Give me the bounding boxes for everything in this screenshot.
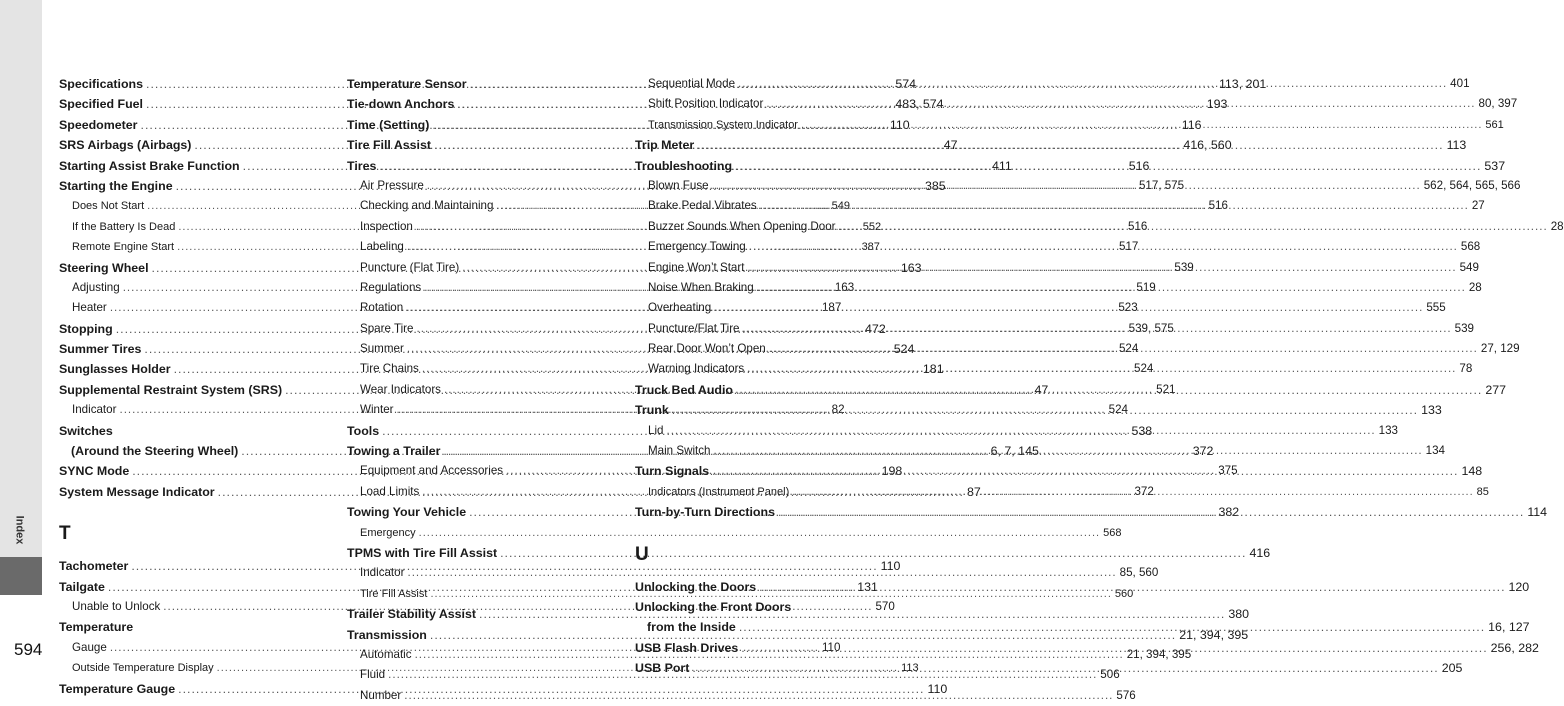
index-page-refs: 198 <box>881 464 903 479</box>
index-term: Tires <box>347 158 377 173</box>
dot-leader <box>741 638 1487 658</box>
index-page-refs: 277 <box>1485 382 1507 397</box>
index-term: Temperature Gauge <box>59 681 176 696</box>
index-term: Trip Meter <box>635 138 695 153</box>
index-page-refs: 552 <box>862 220 882 233</box>
dot-leader <box>712 461 1458 481</box>
index-term: Wear Indicators <box>360 382 441 396</box>
index-page-refs: 82 <box>831 403 845 417</box>
dot-leader <box>404 686 1113 706</box>
index-page-refs: 21, 394, 395 <box>1126 647 1192 661</box>
index-page-refs: 131 <box>857 579 878 594</box>
index-term: System Message Indicator <box>59 484 215 499</box>
index-page-refs: 568 <box>1460 240 1481 254</box>
index-term: Troubleshooting <box>635 158 733 173</box>
dot-leader <box>739 617 1485 637</box>
index-term: Tools <box>347 423 380 438</box>
index-term: Temperature <box>59 620 134 635</box>
index-term: Starting the Engine <box>59 178 173 193</box>
index-term: SYNC Mode <box>59 464 130 479</box>
index-page-refs: 516 <box>1208 199 1228 213</box>
index-term: Warning Indicators <box>648 362 745 376</box>
index-page-refs: 133 <box>1378 423 1398 437</box>
index-page-refs: 524 <box>1108 403 1128 417</box>
index-term: Engine Won’t Start <box>648 260 745 274</box>
section-tab-marker <box>0 557 42 595</box>
index-term: Time (Setting) <box>347 117 430 132</box>
index-term: Overheating <box>648 301 712 315</box>
index-term: Unlocking the Front Doors <box>635 599 792 614</box>
index-term: (Around the Steering Wheel) <box>71 444 239 459</box>
index-page-refs: 28 <box>1468 280 1482 294</box>
index-page-refs: 120 <box>1508 579 1530 594</box>
index-entry <box>347 543 1271 563</box>
index-page-refs: 113 <box>901 662 919 675</box>
index-letter-heading: T <box>59 523 71 545</box>
index-page-refs: 87 <box>966 484 981 499</box>
index-page-refs: 524 <box>893 342 915 357</box>
index-term: Speedometer <box>59 117 138 132</box>
index-page-refs: 116 <box>1181 117 1202 132</box>
index-page-refs: 372 <box>1192 444 1214 459</box>
index-page-refs: 523 <box>1118 301 1138 315</box>
index-term: Spare Tire <box>360 321 414 335</box>
index-term: Summer <box>360 342 404 356</box>
index-term: Equipment and Accessories <box>360 464 504 478</box>
index-page-refs: 570 <box>875 599 895 613</box>
index-page-refs: 80, 397 <box>1478 97 1518 111</box>
index-page-refs: 472 <box>865 321 886 336</box>
index-term: Emergency <box>360 526 416 539</box>
index-term: Summer Tires <box>59 342 142 357</box>
index-term: Brake Pedal Vibrates <box>648 199 757 213</box>
index-page-refs: 519 <box>1136 280 1156 294</box>
index-page-refs: 372 <box>1134 484 1154 498</box>
index-term: Winter <box>360 403 394 417</box>
index-term: Tire Fill Assist <box>360 587 428 600</box>
index-term: Indicator <box>72 403 117 417</box>
index-page-refs: 187 <box>821 301 842 315</box>
index-term: Shift Position Indicator <box>648 97 764 111</box>
index-page-refs: 416, 560 <box>1183 138 1232 153</box>
index-term: Sunglasses Holder <box>59 362 171 377</box>
index-term: Tire Fill Assist <box>347 138 432 153</box>
index-subentry <box>347 523 1122 543</box>
dot-leader <box>749 237 1458 257</box>
dot-leader <box>666 421 1375 441</box>
index-page-refs: 28 <box>1550 219 1564 233</box>
index-term: Trunk <box>635 403 669 418</box>
dot-leader <box>760 196 1469 216</box>
index-term: Steering Wheel <box>59 260 149 275</box>
index-term: Switches <box>59 423 113 438</box>
index-term: USB Port <box>635 661 690 676</box>
index-page-refs: 549 <box>831 200 850 213</box>
index-term: Tire Chains <box>360 362 419 376</box>
dot-leader <box>747 359 1456 379</box>
dot-leader <box>735 156 1481 176</box>
dot-leader <box>769 339 1478 359</box>
index-term: Puncture/Flat Tire <box>648 321 740 335</box>
index-page-refs: 133 <box>1421 403 1442 418</box>
dot-leader <box>672 400 1418 420</box>
index-page-refs: 576 <box>1116 688 1136 702</box>
dot-leader <box>757 278 1466 298</box>
index-page-refs: 387 <box>861 241 880 254</box>
index-term: Fluid <box>360 668 386 682</box>
index-page-refs: 483, 574 <box>895 97 944 112</box>
index-page-refs: 27 <box>1471 199 1485 213</box>
index-term: TPMS with Tire Fill Assist <box>347 545 498 560</box>
index-page-refs: 416 <box>1249 545 1271 560</box>
index-term: If the Battery Is Dead <box>72 220 176 233</box>
index-page-refs: 193 <box>1206 97 1228 112</box>
index-entry <box>59 617 327 637</box>
index-term: Blown Fuse <box>648 178 709 192</box>
index-page-refs: 539, 575 <box>1128 321 1174 335</box>
index-page-refs: 562, 564, 565, 566 <box>1423 178 1521 192</box>
index-page-refs: 380 <box>1228 607 1250 622</box>
index-page-refs: 385 <box>924 178 946 193</box>
dot-leader <box>736 380 1482 400</box>
dot-leader <box>759 577 1505 597</box>
index-term: Tachometer <box>59 559 129 574</box>
index-page-refs: 85 <box>1476 485 1489 498</box>
index-page-refs: 521 <box>1156 382 1176 396</box>
index-term: Inspection <box>360 219 413 233</box>
index-page-refs: 47 <box>1034 382 1049 397</box>
index-page-refs: 401 <box>1450 77 1470 90</box>
index-term: Stopping <box>59 321 113 336</box>
index-page-refs: 375 <box>1218 464 1238 478</box>
index-page-refs: 114 <box>1527 505 1548 520</box>
section-side-tab <box>0 0 42 593</box>
dot-leader <box>714 298 1423 318</box>
index-page-refs: 16, 127 <box>1488 620 1530 635</box>
index-page-refs: 524 <box>1118 342 1139 356</box>
dot-leader <box>747 258 1456 278</box>
index-page-refs: 568 <box>1103 526 1122 539</box>
index-term: Starting Assist Brake Function <box>59 158 240 173</box>
section-tab-label: Index <box>12 515 25 545</box>
index-page-refs: 574 <box>895 77 917 91</box>
index-page-refs: 6, 7, 145 <box>990 444 1039 459</box>
dot-leader <box>792 482 1473 502</box>
section-tab-label-wrap <box>4 505 34 555</box>
index-term: Air Pressure <box>360 178 424 192</box>
index-page-refs: 47 <box>943 138 958 153</box>
index-term: Outside Temperature Display <box>72 662 214 675</box>
index-page-refs: 110 <box>889 117 910 132</box>
index-entry <box>59 421 327 441</box>
index-page-refs: 516 <box>1128 219 1148 233</box>
index-page-refs: 163 <box>834 280 855 294</box>
index-term: Transmission System Indicator <box>648 118 798 131</box>
index-term: USB Flash Drives <box>635 640 739 655</box>
dot-leader <box>692 658 1438 678</box>
index-term: Indicators (Instrument Panel) <box>648 485 790 498</box>
index-term: Turn Signals <box>635 464 710 479</box>
index-page-refs: 517, 575 <box>1138 178 1185 192</box>
index-term: Sequential Mode <box>648 77 736 90</box>
index-term: Specifications <box>59 77 144 91</box>
index-term: Trailer Stability Assist <box>347 607 477 622</box>
index-term: Labeling <box>360 240 404 254</box>
index-page-refs: 555 <box>1426 301 1446 315</box>
index-term: Gauge <box>72 640 107 654</box>
index-term: Unlocking the Doors <box>635 579 757 594</box>
index-term: Temperature Sensor <box>347 77 467 91</box>
dot-leader <box>697 135 1443 155</box>
index-term: Specified Fuel <box>59 97 143 112</box>
index-term: Towing a Trailer <box>347 444 441 459</box>
index-term: from the Inside <box>647 620 736 635</box>
index-term: Checking and Maintaining <box>360 199 494 213</box>
index-page-refs: 524 <box>1134 362 1154 376</box>
index-page-refs: 85, 560 <box>1119 566 1159 580</box>
index-page-refs: 110 <box>927 681 948 696</box>
index-term: Truck Bed Audio <box>635 382 733 397</box>
index-page-refs: 539 <box>1454 321 1474 335</box>
index-term: Rotation <box>360 301 404 315</box>
page-number: 594 <box>14 640 43 659</box>
index-letter-heading: U <box>635 543 649 565</box>
index-page-refs: 538 <box>1131 423 1153 438</box>
dot-leader <box>778 502 1524 522</box>
index-term: Emergency Towing <box>648 240 746 254</box>
dot-leader <box>714 441 1423 461</box>
index-page-refs: 506 <box>1100 668 1120 682</box>
index-page-refs: 27, 129 <box>1480 342 1520 356</box>
index-term: Unable to Unlock <box>72 599 161 613</box>
index-term: Turn-by-Turn Directions <box>635 505 775 520</box>
index-page-refs: 256, 282 <box>1490 640 1539 655</box>
index-page-refs: 382 <box>1218 505 1240 520</box>
index-term: Supplemental Restraint System (SRS) <box>59 382 283 397</box>
index-page-refs: 78 <box>1459 362 1473 376</box>
dot-leader <box>738 74 1447 94</box>
dot-leader <box>766 94 1475 114</box>
index-term: Automatic <box>360 647 412 661</box>
index-term: Transmission <box>347 627 427 642</box>
index-page-refs: 134 <box>1425 444 1445 458</box>
index-page-refs: 516 <box>1128 158 1150 173</box>
index-term: SRS Airbags (Airbags) <box>59 138 192 153</box>
dot-leader <box>839 217 1548 237</box>
index-term: Tie-down Anchors <box>347 97 455 112</box>
index-page-refs: 560 <box>1114 587 1134 600</box>
index-page-refs: 539 <box>1174 260 1194 274</box>
index-page-refs: 110 <box>880 559 901 574</box>
index-term: Load Limits <box>360 484 420 498</box>
index-page-refs: 411 <box>991 158 1012 173</box>
index-term: Towing Your Vehicle <box>347 505 467 520</box>
index-entry <box>635 597 903 617</box>
index-term: Lid <box>648 423 664 437</box>
index-term: Tailgate <box>59 579 105 594</box>
index-page-refs: 549 <box>1459 260 1479 274</box>
index-page-refs: 181 <box>922 362 944 377</box>
index-term: Adjusting <box>72 280 120 294</box>
index-page-refs: 517 <box>1119 240 1139 254</box>
dot-leader <box>712 176 1421 196</box>
index-page-refs: 561 <box>1485 118 1504 131</box>
index-term: Regulations <box>360 280 422 294</box>
index-term: Remote Engine Start <box>72 241 175 254</box>
index-page-refs: 205 <box>1441 661 1463 676</box>
index-page-refs: 163 <box>900 260 922 275</box>
index-term: Buzzer Sounds When Opening Door <box>648 219 836 233</box>
dot-leader <box>801 115 1482 135</box>
index-term: Heater <box>72 301 107 315</box>
index-term: Noise When Braking <box>648 280 754 294</box>
index-term: Main Switch <box>648 444 711 458</box>
index-page-refs: 148 <box>1461 464 1483 479</box>
index-term: Rear Door Won’t Open <box>648 342 766 356</box>
index-page-refs: 21, 394, 395 <box>1179 627 1249 642</box>
index-page-refs: 113 <box>1446 138 1467 153</box>
index-term: Indicator <box>360 566 405 580</box>
index-term: Puncture (Flat Tire) <box>360 260 460 274</box>
dot-leader <box>743 319 1452 339</box>
index-term: Does Not Start <box>72 200 145 213</box>
index-page-refs: 113, 201 <box>1218 77 1267 91</box>
index-term: Number <box>360 688 402 702</box>
index-page-refs: 110 <box>821 640 841 654</box>
index-page-refs: 537 <box>1484 158 1506 173</box>
